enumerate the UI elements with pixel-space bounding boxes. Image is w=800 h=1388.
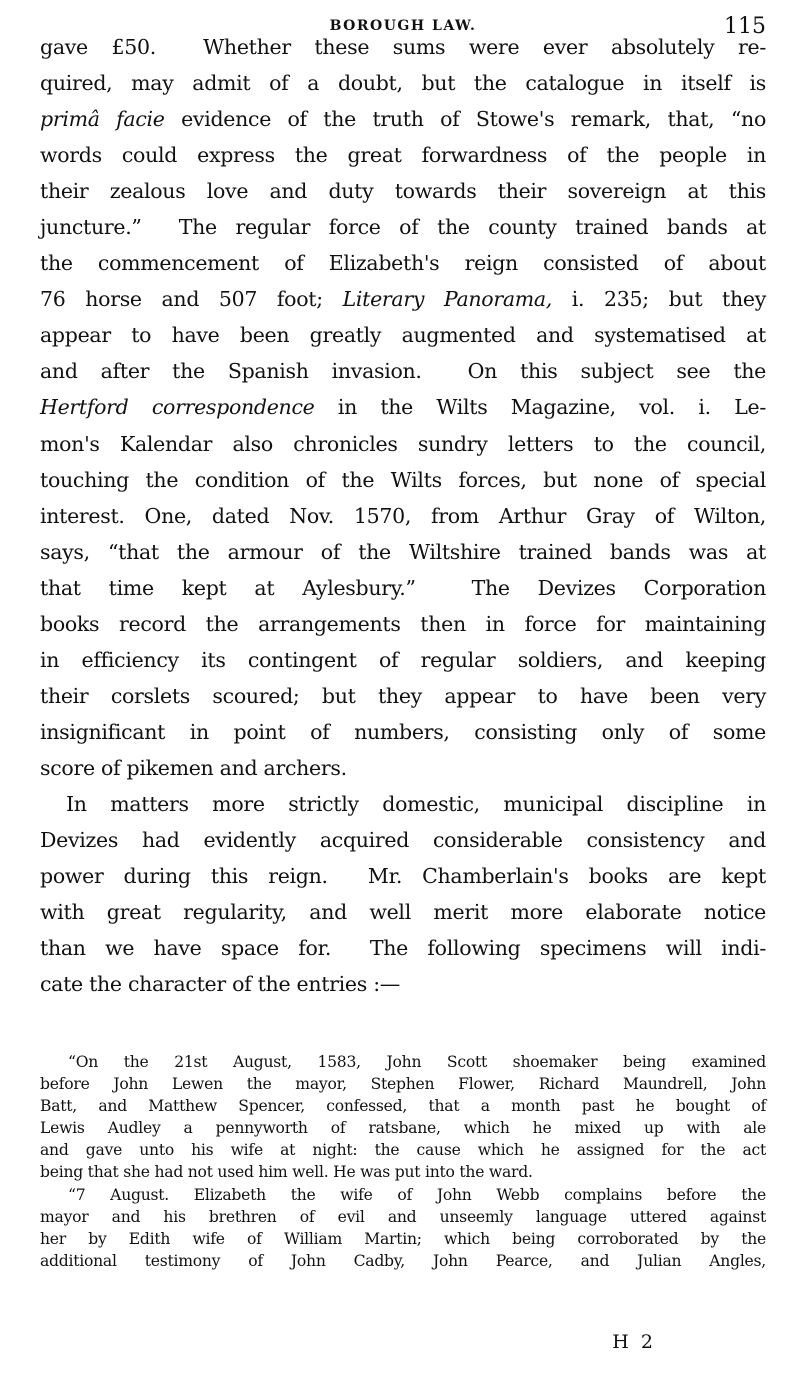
text-line [40,426,766,462]
quote-line: “On the 21st August, 1583, John Scott shoemaker being examined [68,1053,766,1071]
text-segment: in the Wilts Magazine, vol. i. Le- [314,395,766,420]
text-line [40,858,766,894]
quote-line: her by Edith wife of William Martin; which being corroborated by the [40,1229,766,1248]
text-segment: juncture.” The regular force of the county trained bands at [40,215,766,240]
page-number: 115 [724,14,766,39]
text-segment: power during this reign. Mr. Chamberlain's books are kept [40,864,766,889]
text-line [40,498,766,534]
italic-text: Hertford correspondence [40,395,315,420]
text-segment: books record the arrangements then in force for maintaining [40,611,766,636]
text-line [40,29,766,65]
text-segment: In matters more strictly domestic, municipal discipline in [66,791,766,816]
text-line [40,137,766,173]
text-line [40,822,766,858]
text-line [40,317,766,353]
text-segment: insignificant in point of numbers, consisting only of some [40,719,766,744]
quote-line: Lewis Audley a pennyworth of ratsbane, which he mixed up with ale [40,1119,766,1138]
text-segment: touching the condition of the Wilts forces, but none of special [40,467,766,492]
text-segment: their corslets scoured; but they appear to have been very [40,683,766,708]
italic-text: primâ facie [40,107,165,132]
text-segment: appear to have been greatly augmented and systematised at [40,323,766,348]
quoted-extract [40,1051,766,1272]
quote-line: and gave unto his wife at night: the cause which he assigned for the act [40,1141,766,1160]
text-segment: 76 horse and 507 foot; [40,287,343,312]
quote-line: being that she had not used him well. He was put into the ward. [40,1163,533,1182]
text-line [40,534,766,570]
signature-mark: H 2 [612,1331,656,1353]
text-line [40,786,766,822]
text-line [40,714,766,750]
text-line [40,750,766,786]
text-segment: the commencement of Elizabeth's reign consisted of about [40,251,766,276]
text-line [40,389,766,425]
text-segment: says, “that the armour of the Wiltshire trained bands was at [40,539,766,564]
text-segment: score of pikemen and archers. [40,755,347,780]
text-segment: interest. One, dated Nov. 1570, from Arthur Gray of Wilton, [40,503,766,528]
quote-line: “7 August. Elizabeth the wife of John Webb complains before the [68,1185,766,1204]
main-text [40,29,766,1002]
text-line [40,678,766,714]
text-segment: and after the Spanish invasion. On this subject see the [40,359,766,384]
text-segment: with great regularity, and well merit more elaborate notice [40,900,766,925]
text-segment: gave £50. Whether these sums were ever absolutely re- [40,35,766,59]
text-segment: in efficiency its contingent of regular soldiers, and keeping [40,647,766,672]
text-segment: quired, may admit of a doubt, but the catalogue in itself is [40,71,766,96]
running-title: BOROUGH LAW. [329,18,477,34]
text-line [40,209,766,245]
text-line [40,930,766,966]
text-line [40,966,766,1002]
text-segment: words could express the great forwardness of the people in [40,143,766,168]
text-line [40,894,766,930]
italic-text: Literary Panorama, [342,287,553,312]
text-segment: mon's Kalendar also chronicles sundry letters to the council, [40,431,766,456]
text-line [40,281,766,317]
text-line [40,245,766,281]
quote-line: before John Lewen the mayor, Stephen Flower, Richard Maundrell, John [40,1075,766,1094]
text-segment: their zealous love and duty towards their sovereign at this [40,179,766,204]
text-line [40,173,766,209]
text-line [40,353,766,389]
text-line [40,606,766,642]
text-segment: evidence of the truth of Stowe's remark, that, “no [164,107,766,132]
text-segment: Devizes had evidently acquired considerable consistency and [40,828,766,853]
quote-line: additional testimony of John Cadby, John Pearce, and Julian Angles, [40,1251,766,1270]
text-segment: cate the character of the entries :— [40,972,401,997]
text-line [40,570,766,606]
text-line [40,642,766,678]
text-segment: than we have space for. The following specimens will indi- [40,936,766,961]
quote-line: mayor and his brethren of evil and unseemly language uttered against [40,1207,766,1226]
text-line [40,65,766,101]
quote-line: Batt, and Matthew Spencer, confessed, that a month past he bought of [40,1097,766,1116]
text-segment: i. 235; but they [552,287,766,312]
text-segment: that time kept at Aylesbury.” The Devizes Corporation [40,575,766,600]
text-line [40,101,766,137]
text-line [40,462,766,498]
